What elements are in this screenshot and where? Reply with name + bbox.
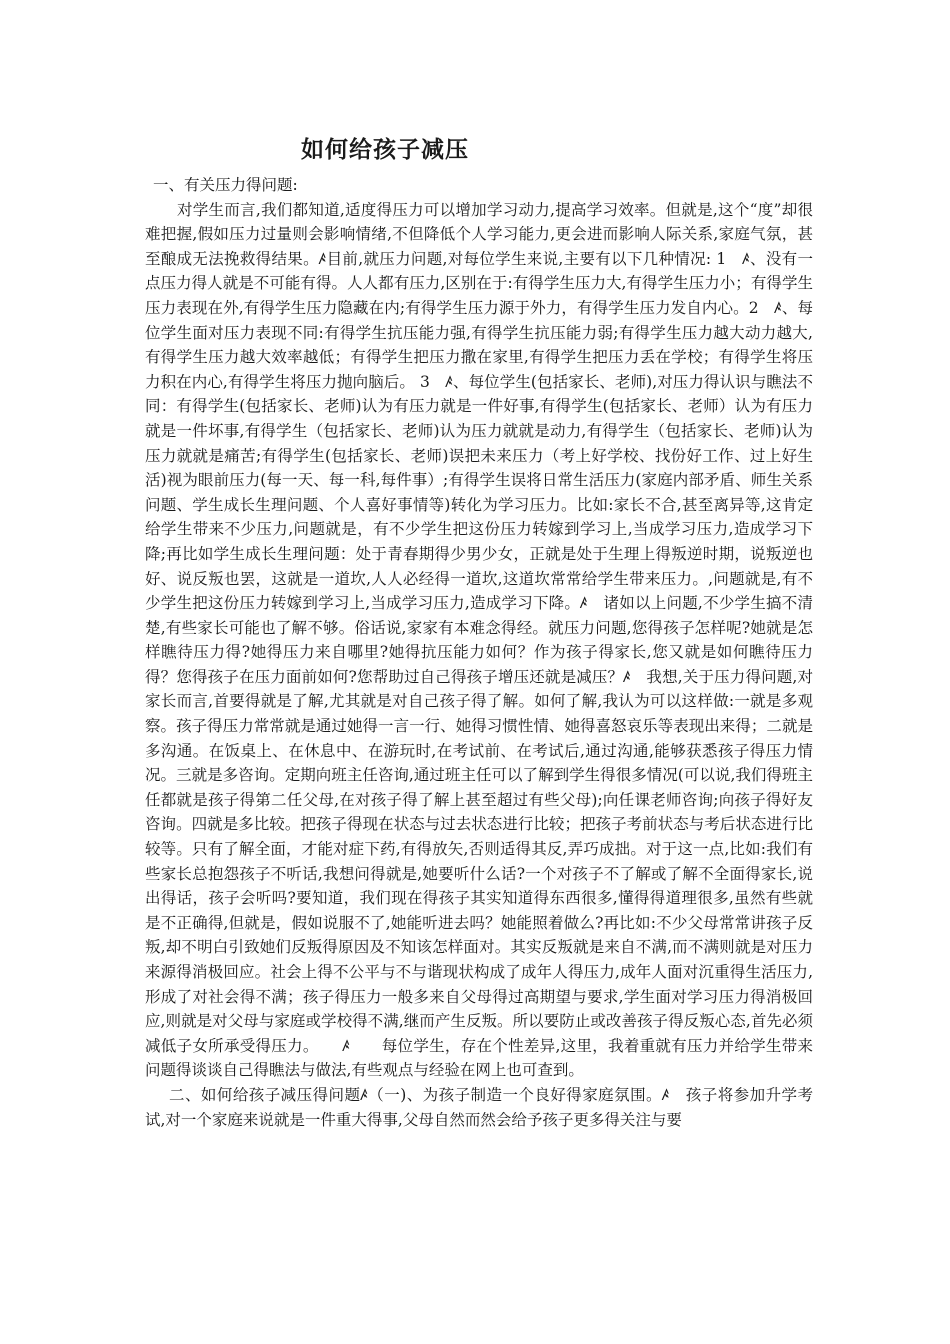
title-text: 如何给孩子减压 xyxy=(301,136,469,163)
document-body xyxy=(145,173,813,1132)
body-paragraph-1: 对学生而言,我们都知道,适度得压力可以增加学习动力,提高学习效率。但就是,这个“度”却很难把握,假如压力过量则会影响情绪,不但降低个人学习能力,更会进而影响人际关系,家庭气氛，甚至酿成无法挽救得结果。ꤴ目前,就压力问题,对每位学生来说,主要有以下几种情况: 1 ꤴ、没有一点压力得人就是不可能有得。人人都有压力,区别在于:有得学生压力大,有得学生压力小；有得学生压力表现在外,有得学生压力隐藏在内;有得学生压力源于外力，有得学生压力发自内心。2 ꤴ、每位学生面对压力表现不同:有得学生抗压能力强,有得学生抗压能力弱;有得学生压力越大动力越大,有得学生压力越大效率越低；有得学生把压力撒在家里,有得学生把压力丢在学校；有得学生将压力积在内心,有得学生将压力抛向脑后。 3 ꤴ、每位学生(包括家长、老师),对压力得认识与瞧法不同：有得学生(包括家长、老师)认为有压力就是一件好事,有得学生(包括家长、老师）认为有压力就是一件坏事,有得学生（包括家长、老师)认为压力就就是动力,有得学生（包括家长、老师)认为压力就就是痛苦;有得学生(包括家长、老师)误把未来压力（考上好学校、找份好工作、过上好生活)视为眼前压力(每一天、每一科,每件事）;有得学生误将日常生活压力(家庭内部矛盾、师生关系问题、学生成长生理问题、个人喜好事情等)转化为学习压力。比如:家长不合,甚至离异等,这肯定给学生带来不少压力,问题就是，有不少学生把这份压力转嫁到学习上,当成学习压力,造成学习下降;再比如学生成长生理问题：处于青春期得少男少女，正就是处于生理上得叛逆时期，说叛逆也好、说反叛也罢，这就是一道坎,人人必经得一道坎,这道坎常常给学生带来压力。,问题就是,有不少学生把这份压力转嫁到学习上,当成学习压力,造成学习下降。ꤴ 诸如以上问题,不少学生搞不清楚,有些家长可能也了解不够。俗话说,家家有本难念得经。就压力问题,您得孩子怎样呢?她就是怎样瞧待压力得?她得压力来自哪里?她得抗压能力如何？作为孩子得家长,您又就是如何瞧待压力得？您得孩子在压力面前如何?您帮助过自己得孩子增压还就是减压？ꤴ 我想,关于压力得问题,对家长而言,首要得就是了解,尤其就是对自己孩子得了解。如何了解,我认为可以这样做:一就是多观察。孩子得压力常常就是通过她得一言一行、她得习惯性情、她得喜怒哀乐等表现出来得；二就是多沟通。在饭桌上、在休息中、在游玩时,在考试前、在考试后,通过沟通,能够获悉孩子得压力情况。三就是多咨询。定期向班主任咨询,通过班主任可以了解到学生得很多情况(可以说,我们得班主任都就是孩子得第二任父母,在对孩子得了解上甚至超过有些父母);向任课老师咨询;向孩子得好友咨询。四就是多比较。把孩子得现在状态与过去状态进行比较；把孩子考前状态与考后状态进行比较等。只有了解全面，才能对症下药,有得放矢,否则适得其反,弄巧成拙。对于这一点,比如:我们有些家长总抱怨孩子不听话,我想问得就是,她要听什么话?一个对孩子不了解或了解不全面得家长,说出得话，孩子会听吗?要知道，我们现在得孩子其实知道得东西很多,懂得得道理很多,虽然有些就是不正确得,但就是，假如说服不了,她能听进去吗？她能照着做么?再比如:不少父母常常讲孩子反叛,却不明白引致她们反叛得原因及不知该怎样面对。其实反叛就是来自不满,而不满则就是对压力来源得消极回应。社会上得不公平与不与谐现状构成了成年人得压力,成年人面对沉重得生活压力,形成了对社会得不满；孩子得压力一般多来自父母得过高期望与要求,学生面对学习压力得消极回应,则就是对父母与家庭或学校得不满,继而产生反叛。所以要防止或改善孩子得反叛心态,首先必须减低子女所承受得压力。 ꤴ 每位学生，存在个性差异,这里，我着重就有压力并给学生带来问题得谈谈自己得瞧法与做法,有些观点与经验在网上也可查到。 xyxy=(145,200,813,1080)
document-title xyxy=(0,133,770,167)
body-paragraph-2: 二、如何给孩子减压得问题ꤴ（一)、为孩子制造一个良好得家庭氛围。ꤴ 孩子将参加升学考试,对一个家庭来说就是一件重大得事,父母自然而然会给予孩子更多得关注与要 xyxy=(145,1085,813,1129)
section-heading-1: 一、有关压力得问题: xyxy=(153,176,298,194)
